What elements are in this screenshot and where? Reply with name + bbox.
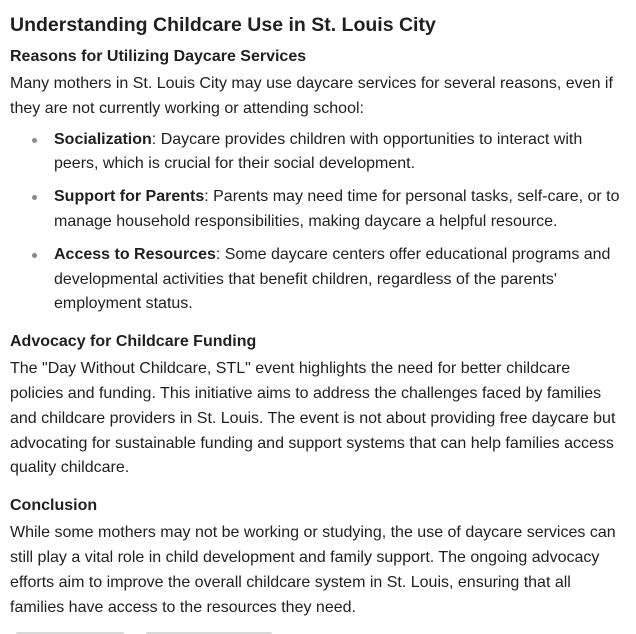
list-item-text: : Parents may need time for personal tasks, self-care, or to manage household responsibilities, making daycare a helpful resource. — [54, 188, 620, 230]
list-item-access-to-resources — [10, 243, 626, 317]
section-advocacy — [10, 331, 626, 481]
section-reasons — [10, 46, 626, 317]
section-heading-reasons: Reasons for Utilizing Daycare Services — [10, 48, 307, 65]
list-item-socialization — [10, 128, 626, 178]
list-item-term: Support for Parents — [54, 188, 205, 206]
list-item-text: : Daycare provides children with opportunities to interact with peers, which is crucial for their social development. — [54, 130, 583, 173]
bullet-icon — [32, 253, 37, 258]
list-item-term: Socialization — [54, 130, 152, 148]
section-body-conclusion: While some mothers may not be working or studying, the use of daycare services can still play a vital role in child development and family support. The ongoing advocacy efforts aim to improve the overall childcare system in St. Louis, ensuring that all families have access to the resources they need. — [10, 524, 616, 616]
bullet-icon — [32, 195, 37, 200]
bullet-icon — [32, 138, 37, 143]
section-intro-reasons: Many mothers in St. Louis City may use daycare services for several reasons, even if they are not currently working or attending school: — [10, 75, 613, 117]
list-item-text: : Some daycare centers offer educational programs and developmental activities that benefit children, regardless of the parents' employment status. — [54, 245, 611, 313]
section-heading-advocacy: Advocacy for Childcare Funding — [10, 333, 257, 351]
list-item-term: Access to Resources — [54, 245, 216, 263]
section-conclusion — [10, 495, 626, 620]
section-body-advocacy: The "Day Without Childcare, STL" event highlights the need for better childcare policies and funding. This initiative aims to address the challenges faced by families and childcare providers in St. Louis. The event is not about providing free daycare but advocating for sustainable funding and support systems that can help families access quality childcare. — [10, 360, 616, 477]
section-heading-conclusion: Conclusion — [10, 497, 98, 515]
reasons-list — [10, 128, 626, 318]
list-item-support-for-parents — [10, 185, 626, 235]
page-title: Understanding Childcare Use in St. Louis City — [10, 14, 436, 36]
